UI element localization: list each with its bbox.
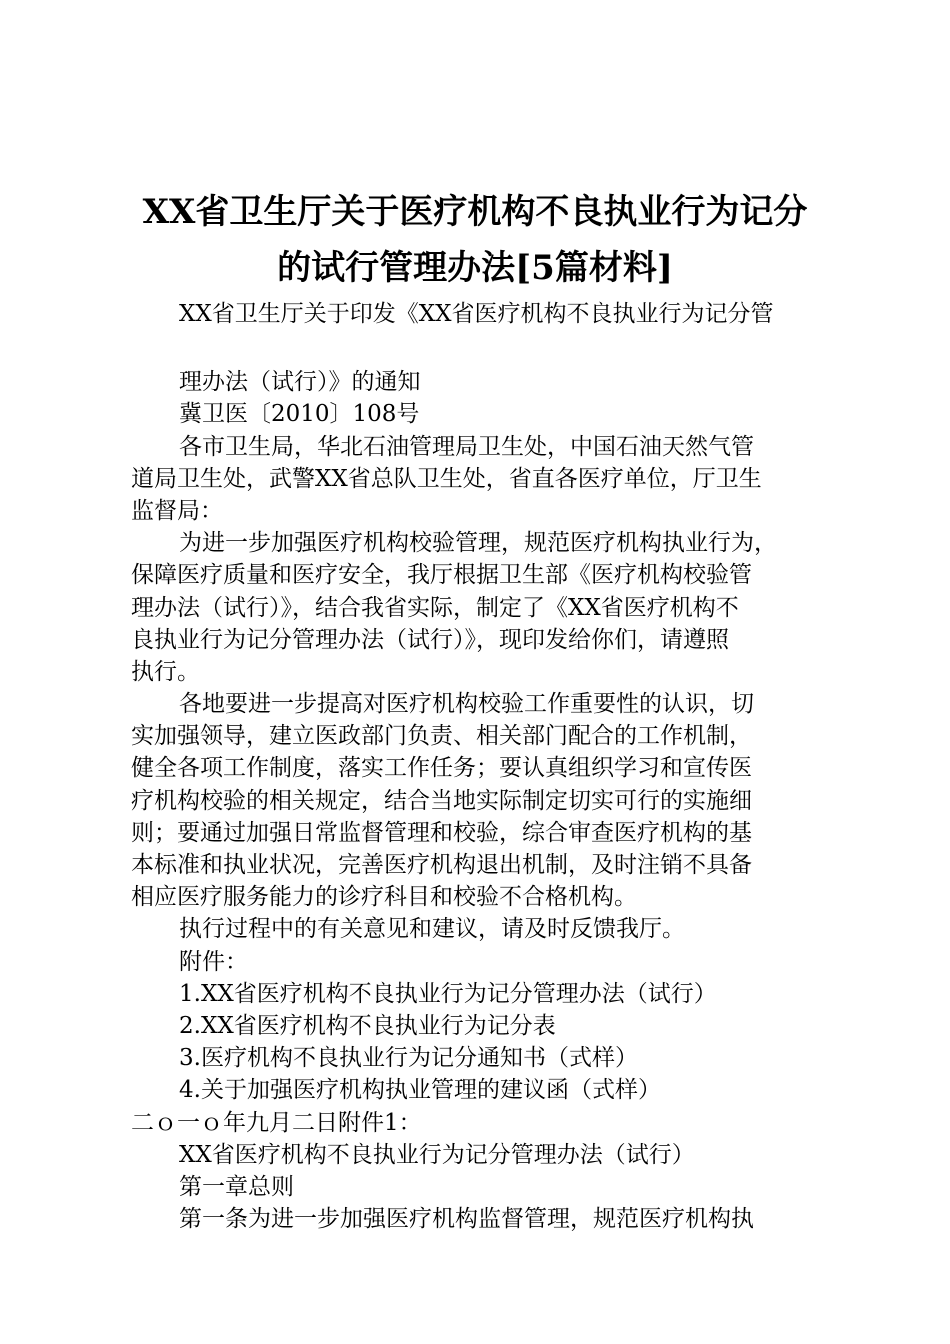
paragraph-2-line-5: 则；要通过加强日常监督管理和校验，综合审查医疗机构的基 <box>131 819 752 846</box>
paragraph-2-line-1: 各地要进一步提高对医疗机构校验工作重要性的认识，切 <box>179 691 754 718</box>
paragraph-1-line-5: 执行。 <box>131 658 200 685</box>
document-title-line-2: 的试行管理办法[5篇材料] <box>277 248 673 288</box>
document-number: 冀卫医〔2010〕108号 <box>179 401 420 428</box>
attachment-item-2: 2.XX省医疗机构不良执业行为记分表 <box>179 1012 556 1039</box>
paragraph-1-line-2: 保障医疗质量和医疗安全，我厅根据卫生部《医疗机构校验管 <box>131 562 752 589</box>
recipients-line-1: 各市卫生局，华北石油管理局卫生处，中国石油天然气管 <box>179 433 754 460</box>
document-title-line-1: XX省卫生厅关于医疗机构不良执业行为记分 <box>142 192 808 232</box>
attachment-item-1: 1.XX省医疗机构不良执业行为记分管理办法（试行） <box>179 980 717 1007</box>
paragraph-2-line-3: 健全各项工作制度，落实工作任务；要认真组织学习和宣传医 <box>131 755 752 782</box>
document-body <box>131 298 831 1235</box>
date-line: 二ｏ一ｏ年九月二日附件1： <box>131 1109 422 1136</box>
attachments-label: 附件： <box>179 948 248 975</box>
recipients-line-3: 监督局： <box>131 497 223 524</box>
attachment-item-3: 3.医疗机构不良执业行为记分通知书（式样） <box>179 1045 638 1072</box>
paragraph-2-line-6: 本标准和执业状况，完善医疗机构退出机制，及时注销不具备 <box>131 852 752 878</box>
feedback-line: 执行过程中的有关意见和建议，请及时反馈我厅。 <box>179 916 685 943</box>
chapter-1-heading: 第一章总则 <box>179 1173 294 1200</box>
paragraph-1-line-3: 理办法（试行）》，结合我省实际，制定了《XX省医疗机构不 <box>131 594 739 621</box>
spacer <box>131 330 831 366</box>
paragraph-1-line-4: 良执业行为记分管理办法（试行）》，现印发给你们，请遵照 <box>131 626 729 653</box>
notice-heading-line-2: 理办法（试行）》的通知 <box>179 369 421 396</box>
notice-heading-line-1: XX省卫生厅关于印发《XX省医疗机构不良执业行为记分管 <box>179 301 774 327</box>
attachment-item-4: 4.关于加强医疗机构执业管理的建议函（式样） <box>179 1077 661 1104</box>
recipients-line-2: 道局卫生处，武警XX省总队卫生处，省直各医疗单位，厅卫生 <box>131 465 762 492</box>
paragraph-2-line-7: 相应医疗服务能力的诊疗科目和校验不合格机构。 <box>131 884 637 911</box>
paragraph-2-line-2: 实加强领导，建立医政部门负责、相关部门配合的工作机制， <box>131 723 752 750</box>
attachment-1-title: XX省医疗机构不良执业行为记分管理办法（试行） <box>179 1141 695 1168</box>
article-1-line-1: 第一条为进一步加强医疗机构监督管理，规范医疗机构执 <box>179 1206 754 1233</box>
paragraph-2-line-4: 疗机构校验的相关规定，结合当地实际制定切实可行的实施细 <box>131 787 752 814</box>
paragraph-1-line-1: 为进一步加强医疗机构校验管理，规范医疗机构执业行为， <box>179 530 777 557</box>
